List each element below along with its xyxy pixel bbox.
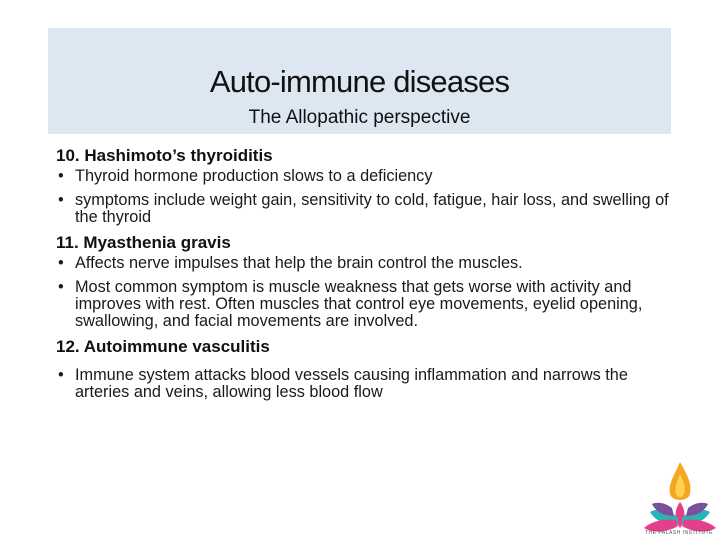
- title-banner: [48, 28, 671, 134]
- bullet-list-myasthenia: [56, 255, 676, 330]
- slide-subtitle: The Allopathic perspective: [248, 107, 471, 128]
- bullet-item: • symptoms include weight gain, sensitivity to cold, fatigue, hair loss, and swelling of the thyroid: [56, 192, 676, 226]
- bullet-list-vasculitis: [56, 367, 676, 401]
- bullet-item: • Immune system attacks blood vessels causing inflammation and narrows the arteries and veins, allowing less blood flow: [56, 367, 676, 401]
- bullet-item: • Thyroid hormone production slows to a deficiency: [56, 168, 676, 185]
- slide-body: [56, 146, 676, 408]
- section-heading-vasculitis: 12. Autoimmune vasculitis: [56, 337, 270, 356]
- flame-lotus-icon: [640, 458, 720, 540]
- bullet-item: • Affects nerve impulses that help the brain control the muscles.: [56, 255, 676, 272]
- logo-caption: THE PALASH INSTITUTE: [645, 530, 713, 536]
- section-heading-hashimoto: 10. Hashimoto’s thyroiditis: [56, 146, 273, 165]
- bullet-list-hashimoto: [56, 168, 676, 226]
- section-heading-myasthenia: 11. Myasthenia gravis: [56, 233, 231, 252]
- slide-title: Auto-immune diseases: [209, 64, 510, 99]
- bullet-item: • Most common symptom is muscle weakness that gets worse with activity and improves with rest. Often muscles that control eye movements, eyelid opening, swallowing, and facial movements are involved.: [56, 279, 676, 330]
